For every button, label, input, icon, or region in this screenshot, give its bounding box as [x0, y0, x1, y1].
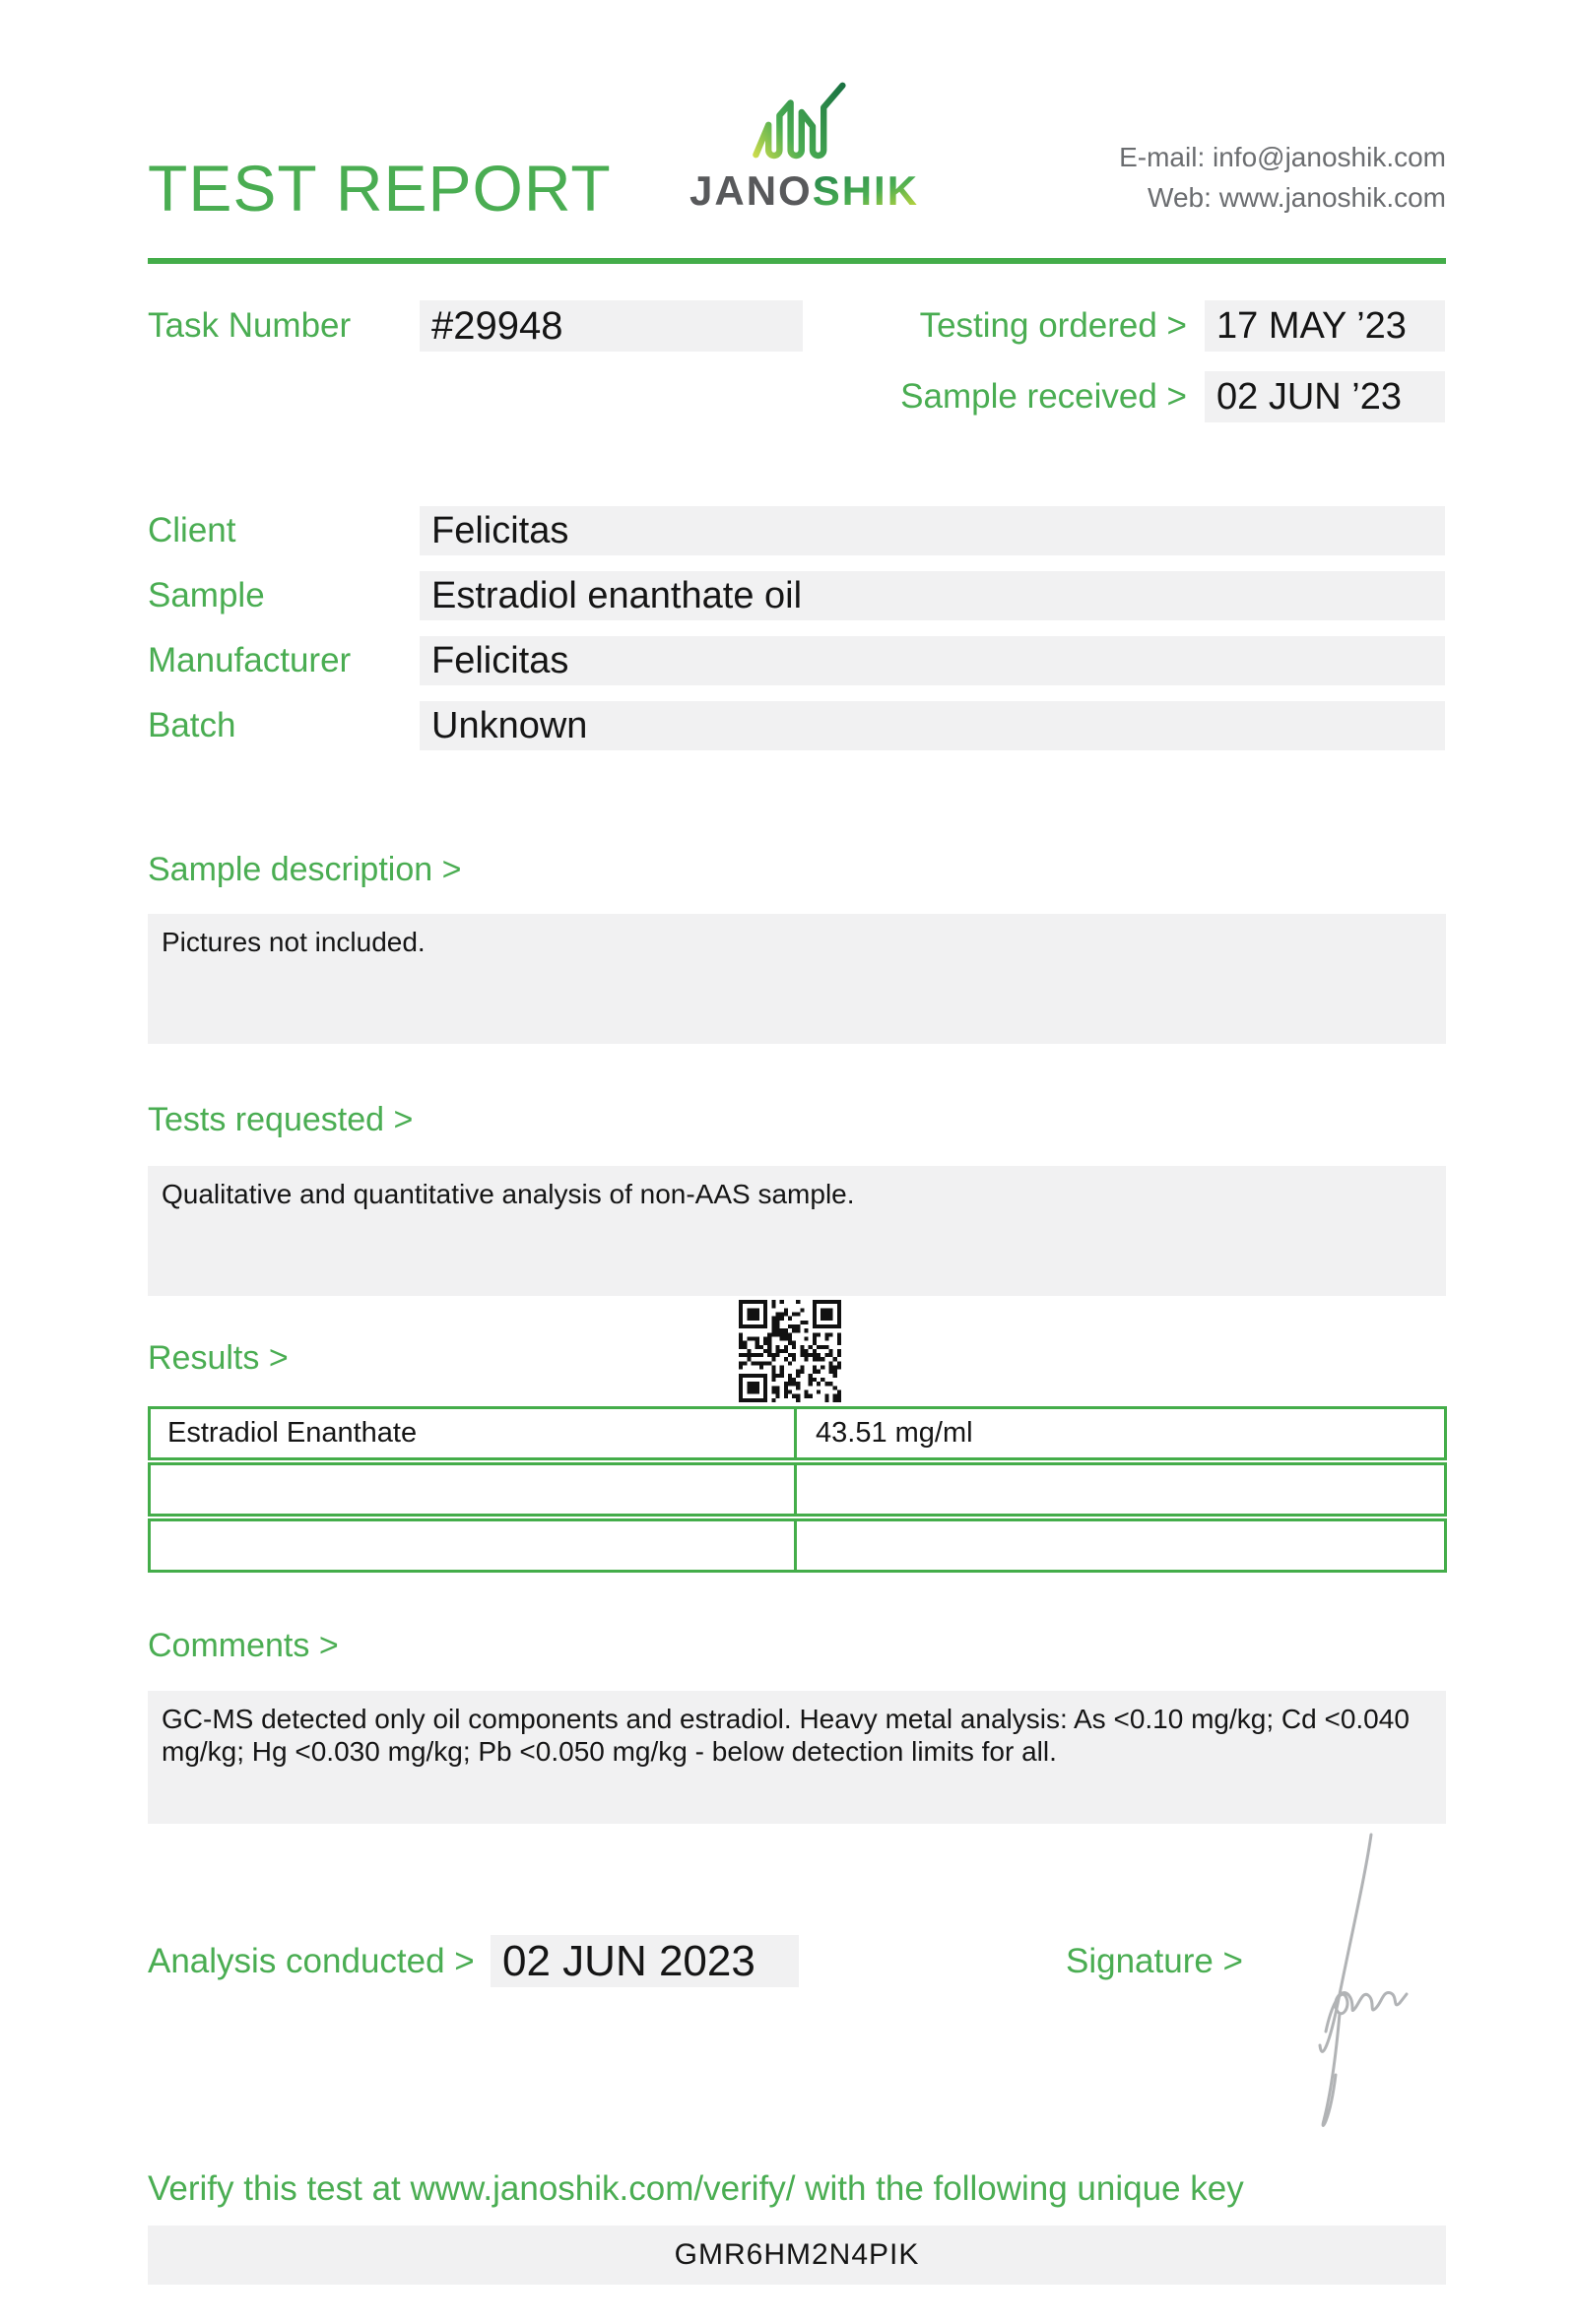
client-label: Client — [148, 511, 236, 549]
unique-key-value: GMR6HM2N4PIK — [148, 2226, 1446, 2285]
sample-received-value: 02 JUN ’23 — [1205, 371, 1445, 422]
tests-requested-box: Qualitative and quantitative analysis of non-AAS sample. — [148, 1166, 1446, 1296]
analysis-conducted-label: Analysis conducted > — [148, 1941, 475, 1980]
email-value: info@janoshik.com — [1213, 142, 1446, 172]
page-title: TEST REPORT — [148, 152, 612, 225]
growth-chart-icon — [750, 79, 852, 161]
analysis-conducted-date: 02 JUN 2023 — [491, 1935, 799, 1987]
verification-qr-code — [739, 1300, 841, 1402]
batch-value: Unknown — [420, 701, 1445, 750]
sample-label: Sample — [148, 576, 265, 614]
header-divider — [148, 258, 1446, 264]
brand-jano: JANO — [690, 167, 813, 214]
batch-label: Batch — [148, 706, 236, 744]
verify-instruction: Verify this test at www.janoshik.com/verify/ with the following unique key — [148, 2169, 1244, 2208]
analyte-name-cell — [151, 1521, 797, 1570]
analyte-name-cell — [151, 1465, 797, 1514]
signature-scribble — [1280, 1817, 1409, 2142]
sample-value: Estradiol enanthate oil — [420, 571, 1445, 620]
results-heading: Results > — [148, 1339, 289, 1377]
task-number-value: #29948 — [420, 300, 803, 352]
brand-logo — [690, 79, 920, 215]
analyte-result-cell — [797, 1465, 1444, 1514]
sample-description-box: Pictures not included. — [148, 914, 1446, 1044]
web-label: Web: — [1148, 181, 1212, 213]
analyte-result-cell: 43.51 mg/ml — [816, 1417, 973, 1449]
web-value: www.janoshik.com — [1218, 181, 1446, 213]
contact-web-line — [1119, 178, 1446, 219]
tests-requested-heading: Tests requested > — [148, 1101, 414, 1138]
contact-info — [1119, 138, 1446, 218]
signature-label: Signature > — [1066, 1941, 1243, 1980]
sample-description-heading: Sample description > — [148, 851, 462, 888]
results-table-row — [148, 1518, 1447, 1573]
comments-heading: Comments > — [148, 1627, 339, 1664]
sample-received-label: Sample received > — [900, 377, 1187, 416]
brand-wordmark — [690, 167, 920, 215]
email-label: E-mail: — [1119, 142, 1206, 172]
brand-shik: SHIK — [812, 167, 920, 214]
comments-box: GC-MS detected only oil components and estradiol. Heavy metal analysis: As <0.10 mg/kg; Cd <0.040 mg/kg; Hg <0.030 mg/kg; Pb <0.050 mg/kg - below detection limits for all. — [148, 1691, 1446, 1824]
task-number-label: Task Number — [148, 306, 352, 345]
analyte-result-cell — [797, 1521, 1444, 1570]
contact-email-line — [1119, 138, 1446, 178]
analyte-name-cell: Estradiol Enanthate — [151, 1409, 797, 1457]
manufacturer-label: Manufacturer — [148, 641, 352, 679]
manufacturer-value: Felicitas — [420, 636, 1445, 685]
results-table-row — [148, 1462, 1447, 1517]
testing-ordered-label: Testing ordered > — [919, 306, 1187, 345]
client-value: Felicitas — [420, 506, 1445, 555]
results-table-row — [148, 1406, 1447, 1460]
testing-ordered-value: 17 MAY ’23 — [1205, 300, 1445, 352]
results-table — [148, 1406, 1447, 1575]
